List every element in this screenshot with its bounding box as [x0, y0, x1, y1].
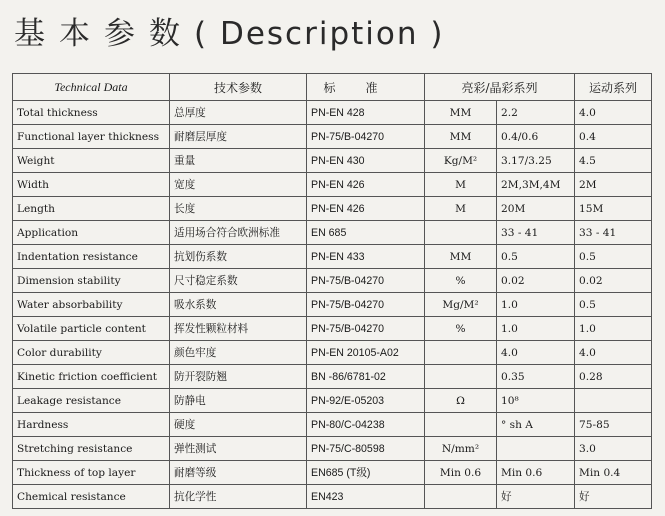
cell-technical-data: Length — [13, 197, 170, 221]
cell-unit — [425, 341, 497, 365]
cell-standard: PN-75/B-04270 — [307, 317, 425, 341]
header-standard: 标准 — [307, 74, 425, 101]
cell-bright-series-value: 33 - 41 — [497, 221, 575, 245]
table-row — [13, 293, 652, 317]
cell-sport-series-value: 0.5 — [575, 245, 652, 269]
table-row — [13, 485, 652, 509]
cell-sport-series-value: 75-85 — [575, 413, 652, 437]
cell-technical-data: Application — [13, 221, 170, 245]
cell-unit: N/mm² — [425, 437, 497, 461]
table-row — [13, 221, 652, 245]
cell-bright-series-value: 4.0 — [497, 341, 575, 365]
cell-tech-param-cn: 抗划伤系数 — [170, 245, 307, 269]
table-row — [13, 341, 652, 365]
cell-technical-data: Volatile particle content — [13, 317, 170, 341]
cell-unit: Kg/M² — [425, 149, 497, 173]
cell-bright-series-value: 0.4/0.6 — [497, 125, 575, 149]
cell-unit: % — [425, 269, 497, 293]
cell-bright-series-value: 3.17/3.25 — [497, 149, 575, 173]
cell-unit: M — [425, 173, 497, 197]
cell-technical-data: Thickness of top layer — [13, 461, 170, 485]
cell-sport-series-value: 0.4 — [575, 125, 652, 149]
table-row — [13, 245, 652, 269]
page-title-english: ( Description ) — [194, 16, 445, 52]
cell-tech-param-cn: 防开裂防翘 — [170, 365, 307, 389]
cell-tech-param-cn: 吸水系数 — [170, 293, 307, 317]
cell-technical-data: Dimension stability — [13, 269, 170, 293]
cell-bright-series-value: 0.35 — [497, 365, 575, 389]
cell-unit: Min 0.6 — [425, 461, 497, 485]
cell-unit: Mg/M² — [425, 293, 497, 317]
cell-sport-series-value: 3.0 — [575, 437, 652, 461]
table-row — [13, 413, 652, 437]
cell-sport-series-value: 4.5 — [575, 149, 652, 173]
cell-bright-series-value: 0.5 — [497, 245, 575, 269]
cell-tech-param-cn: 重量 — [170, 149, 307, 173]
cell-technical-data: Kinetic friction coefficient — [13, 365, 170, 389]
header-sport-series: 运动系列 — [575, 74, 652, 101]
cell-tech-param-cn: 颜色牢度 — [170, 341, 307, 365]
cell-technical-data: Water absorbability — [13, 293, 170, 317]
cell-sport-series-value: 0.02 — [575, 269, 652, 293]
cell-bright-series-value: Min 0.6 — [497, 461, 575, 485]
cell-tech-param-cn: 总厚度 — [170, 101, 307, 125]
cell-bright-series-value: 20M — [497, 197, 575, 221]
cell-sport-series-value: 0.28 — [575, 365, 652, 389]
cell-standard: PN-EN 428 — [307, 101, 425, 125]
cell-sport-series-value: 4.0 — [575, 101, 652, 125]
cell-sport-series-value: 好 — [575, 485, 652, 509]
cell-tech-param-cn: 宽度 — [170, 173, 307, 197]
cell-tech-param-cn: 挥发性颗粒材料 — [170, 317, 307, 341]
table-row — [13, 437, 652, 461]
cell-bright-series-value: 10⁸ — [497, 389, 575, 413]
cell-unit: Ω — [425, 389, 497, 413]
cell-tech-param-cn: 硬度 — [170, 413, 307, 437]
cell-standard: EN 685 — [307, 221, 425, 245]
cell-standard: BN -86/6781-02 — [307, 365, 425, 389]
cell-bright-series-value — [497, 437, 575, 461]
table-header-row — [13, 74, 652, 101]
table-row — [13, 149, 652, 173]
cell-technical-data: Indentation resistance — [13, 245, 170, 269]
cell-sport-series-value: 2M — [575, 173, 652, 197]
table-row — [13, 125, 652, 149]
table-row — [13, 269, 652, 293]
cell-standard: PN-EN 430 — [307, 149, 425, 173]
cell-standard: EN685 (T级) — [307, 461, 425, 485]
header-tech-params: 技术参数 — [170, 74, 307, 101]
cell-standard: EN423 — [307, 485, 425, 509]
cell-tech-param-cn: 适用场合符合欧洲标准 — [170, 221, 307, 245]
cell-unit — [425, 365, 497, 389]
cell-unit — [425, 413, 497, 437]
cell-bright-series-value: 0.02 — [497, 269, 575, 293]
table-row — [13, 365, 652, 389]
cell-unit: M — [425, 197, 497, 221]
cell-technical-data: Weight — [13, 149, 170, 173]
cell-sport-series-value: 33 - 41 — [575, 221, 652, 245]
cell-technical-data: Hardness — [13, 413, 170, 437]
page-title — [14, 8, 444, 53]
table-row — [13, 173, 652, 197]
cell-unit: MM — [425, 245, 497, 269]
cell-standard: PN-75/B-04270 — [307, 125, 425, 149]
cell-standard: PN-EN 20105-A02 — [307, 341, 425, 365]
cell-technical-data: Functional layer thickness — [13, 125, 170, 149]
table-body — [13, 101, 652, 509]
cell-standard: PN-EN 426 — [307, 173, 425, 197]
cell-technical-data: Color durability — [13, 341, 170, 365]
cell-unit: % — [425, 317, 497, 341]
cell-unit — [425, 485, 497, 509]
spec-table — [12, 73, 652, 509]
cell-tech-param-cn: 弹性测试 — [170, 437, 307, 461]
table-row — [13, 461, 652, 485]
cell-technical-data: Chemical resistance — [13, 485, 170, 509]
cell-bright-series-value: 2.2 — [497, 101, 575, 125]
cell-unit: MM — [425, 125, 497, 149]
cell-technical-data: Leakage resistance — [13, 389, 170, 413]
cell-technical-data: Width — [13, 173, 170, 197]
cell-tech-param-cn: 耐磨层厚度 — [170, 125, 307, 149]
table-row — [13, 197, 652, 221]
cell-sport-series-value: 4.0 — [575, 341, 652, 365]
cell-standard: PN-75/B-04270 — [307, 293, 425, 317]
cell-unit: MM — [425, 101, 497, 125]
table-row — [13, 101, 652, 125]
cell-standard: PN-75/B-04270 — [307, 269, 425, 293]
cell-technical-data: Total thickness — [13, 101, 170, 125]
header-technical-data: Technical Data — [13, 74, 170, 101]
cell-sport-series-value: 0.5 — [575, 293, 652, 317]
cell-tech-param-cn: 长度 — [170, 197, 307, 221]
cell-standard: PN-EN 433 — [307, 245, 425, 269]
cell-technical-data: Stretching resistance — [13, 437, 170, 461]
cell-tech-param-cn: 防静电 — [170, 389, 307, 413]
cell-sport-series-value: Min 0.4 — [575, 461, 652, 485]
cell-sport-series-value — [575, 389, 652, 413]
cell-sport-series-value: 15M — [575, 197, 652, 221]
cell-standard: PN-75/C-80598 — [307, 437, 425, 461]
cell-tech-param-cn: 抗化学性 — [170, 485, 307, 509]
cell-standard: PN-EN 426 — [307, 197, 425, 221]
cell-tech-param-cn: 耐磨等级 — [170, 461, 307, 485]
table-row — [13, 317, 652, 341]
header-bright-series: 亮彩/晶彩系列 — [425, 74, 575, 101]
cell-bright-series-value: 1.0 — [497, 293, 575, 317]
cell-bright-series-value: 1.0 — [497, 317, 575, 341]
cell-bright-series-value: ° sh A — [497, 413, 575, 437]
cell-sport-series-value: 1.0 — [575, 317, 652, 341]
page-title-cjk: 基本参数 — [14, 16, 194, 52]
cell-standard: PN-92/E-05203 — [307, 389, 425, 413]
cell-standard: PN-80/C-04238 — [307, 413, 425, 437]
cell-bright-series-value: 好 — [497, 485, 575, 509]
cell-tech-param-cn: 尺寸稳定系数 — [170, 269, 307, 293]
table-row — [13, 389, 652, 413]
cell-bright-series-value: 2M,3M,4M — [497, 173, 575, 197]
cell-unit — [425, 221, 497, 245]
